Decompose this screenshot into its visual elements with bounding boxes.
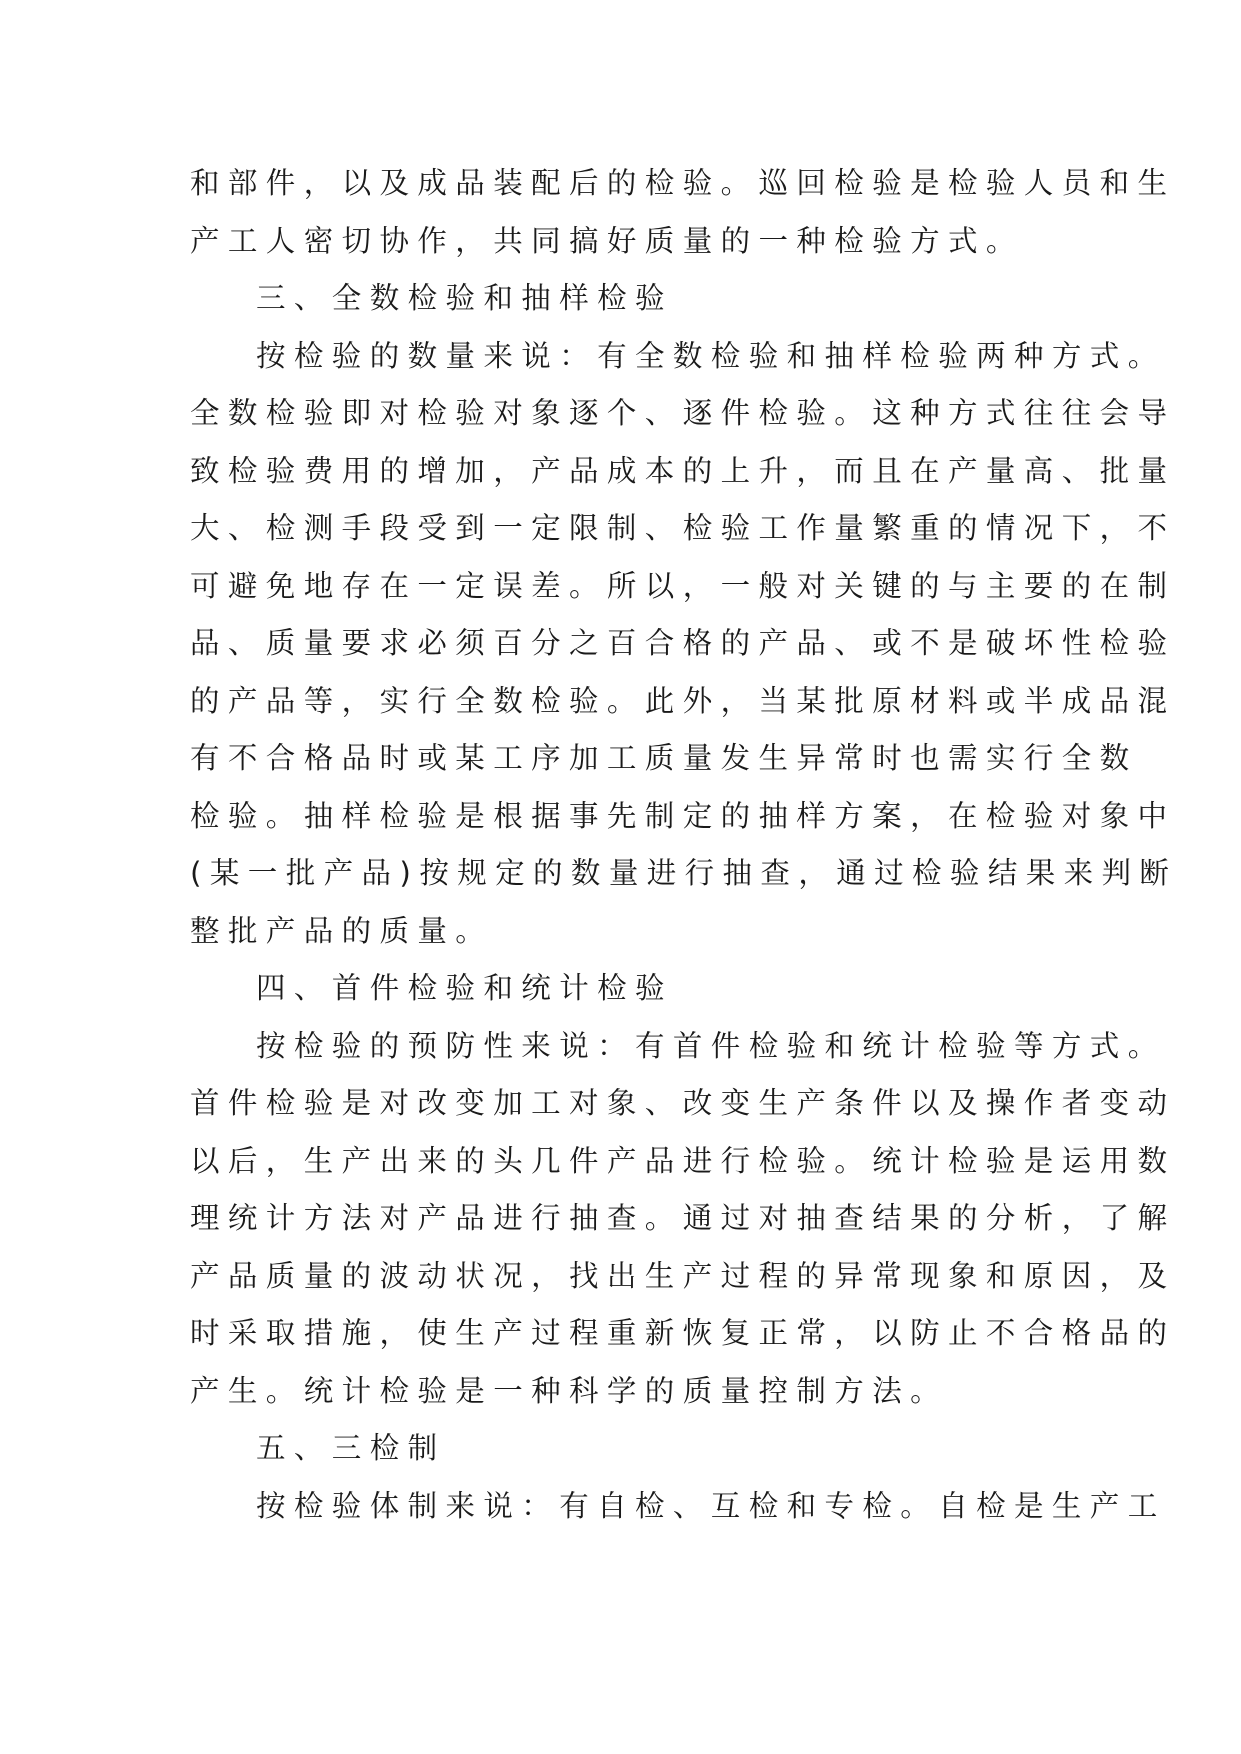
paragraph-start-line: 按检验的数量来说：有全数检验和抽样检验两种方式。 bbox=[256, 338, 1166, 373]
text-line: 品、质量要求必须百分之百合格的产品、或不是破坏性检验 bbox=[190, 626, 1176, 660]
text-line: 首件检验是对改变加工对象、改变生产条件以及操作者变动 bbox=[190, 1086, 1176, 1120]
paragraph-start-line: 按检验体制来说：有自检、互检和专检。自检是生产工 bbox=[256, 1488, 1166, 1523]
text-line: (某一批产品)按规定的数量进行抽查，通过检验结果来判断 bbox=[190, 856, 1178, 890]
section-heading: 三、全数检验和抽样检验 bbox=[256, 281, 673, 315]
text-line: 整批产品的质量。 bbox=[190, 913, 494, 948]
text-line: 产工人密切协作，共同搞好质量的一种检验方式。 bbox=[190, 223, 1024, 258]
text-line: 和部件，以及成品装配后的检验。巡回检验是检验人员和生 bbox=[190, 166, 1176, 200]
text-line: 产品质量的波动状况，找出生产过程的异常现象和原因，及 bbox=[190, 1258, 1176, 1293]
text-line: 理统计方法对产品进行抽查。通过对抽查结果的分析，了解 bbox=[190, 1201, 1176, 1235]
text-line: 产生。统计检验是一种科学的质量控制方法。 bbox=[190, 1373, 949, 1408]
text-line: 有不合格品时或某工序加工质量发生异常时也需实行全数 bbox=[190, 741, 1138, 775]
text-line: 大、检测手段受到一定限制、检验工作量繁重的情况下，不 bbox=[190, 511, 1176, 545]
text-line: 可避免地存在一定误差。所以，一般对关键的与主要的在制 bbox=[190, 568, 1176, 603]
document-body bbox=[190, 155, 1178, 1535]
text-line: 的产品等，实行全数检验。此外，当某批原材料或半成品混 bbox=[190, 683, 1176, 718]
text-line: 检验。抽样检验是根据事先制定的抽样方案，在检验对象中 bbox=[190, 798, 1176, 833]
text-line: 全数检验即对检验对象逐个、逐件检验。这种方式往往会导 bbox=[190, 396, 1176, 430]
paragraph-start-line: 按检验的预防性来说：有首件检验和统计检验等方式。 bbox=[256, 1028, 1166, 1063]
text-line: 以后，生产出来的头几件产品进行检验。统计检验是运用数 bbox=[190, 1143, 1176, 1178]
text-line: 致检验费用的增加，产品成本的上升，而且在产量高、批量 bbox=[190, 453, 1176, 488]
section-heading: 五、三检制 bbox=[256, 1431, 446, 1465]
section-heading: 四、首件检验和统计检验 bbox=[256, 971, 673, 1005]
text-line: 时采取措施，使生产过程重新恢复正常，以防止不合格品的 bbox=[190, 1316, 1176, 1350]
